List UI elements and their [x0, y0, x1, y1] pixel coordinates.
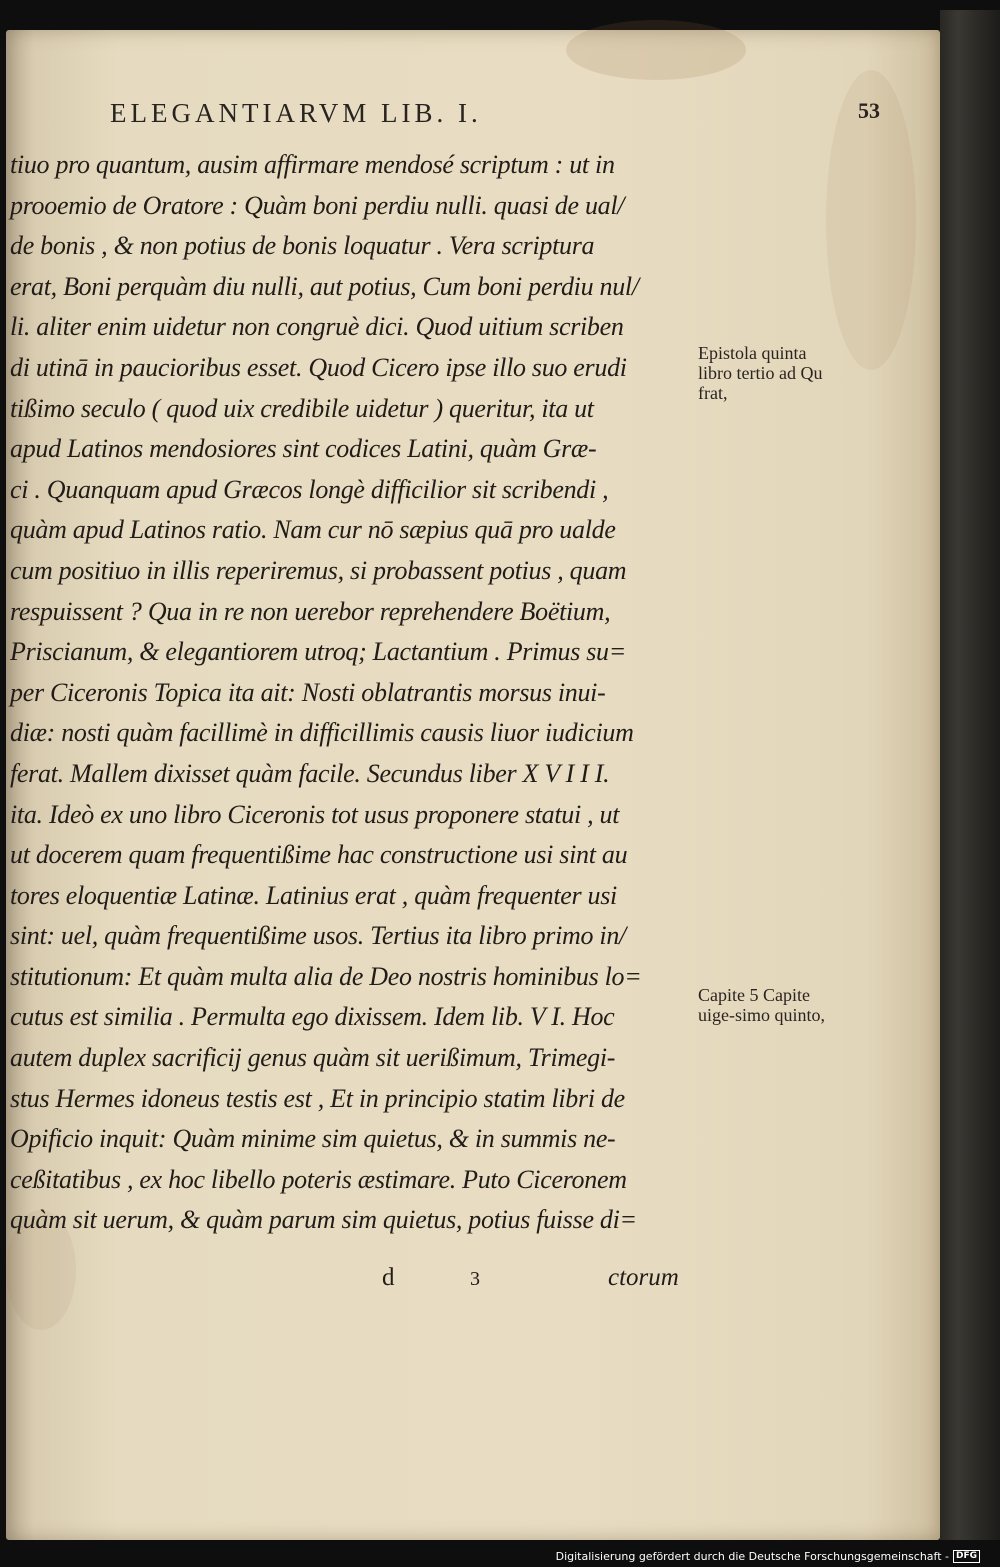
text-line: erat, Boni perquàm diu nulli, aut potius, Cum boni perdiu nul/ — [10, 271, 639, 301]
text-line: diæ: nosti quàm facillimè in difficillimis causis liuor iudicium — [10, 718, 634, 748]
text-line: tißimo seculo ( quod uix credibile uidetur ) queritur, ita ut — [10, 393, 594, 423]
text-line: ita. Ideò ex uno libro Ciceronis tot usus proponere statui , ut — [10, 799, 620, 829]
text-line: autem duplex sacrificij genus quàm sit uerißimum, Trimegi- — [10, 1043, 616, 1073]
paper-stain — [566, 20, 746, 80]
text-line: Priscianum, & elegantiorem utroq; Lactantium . Primus su= — [10, 637, 626, 667]
text-line: ci . Quanquam apud Græcos longè difficilior sit scribendi , — [10, 474, 609, 504]
catchword: ctorum — [608, 1264, 679, 1291]
text-line: Opificio inquit: Quàm minime sim quietus, & in summis ne- — [10, 1124, 616, 1154]
text-line: li. aliter enim uidetur non congruè dici. Quod uitium scriben — [10, 312, 624, 342]
body-text — [10, 145, 690, 1241]
margin-note: Capite 5 Capite uige-simo quinto, — [698, 985, 825, 1025]
text-line: ceßitatibus , ex hoc libello poteris æstimare. Puto Ciceronem — [10, 1164, 627, 1194]
credit-text: Digitalisierung gefördert durch die Deutsche Forschungsgemeinschaft - — [555, 1550, 949, 1563]
text-line: tores eloquentiæ Latinæ. Latinius erat , quàm frequenter usi — [10, 880, 617, 910]
text-line: ferat. Mallem dixisset quàm facile. Secundus liber X V I I I. — [10, 758, 610, 788]
margin-note: Epistola quinta libro tertio ad Qu frat, — [698, 343, 823, 403]
text-line: apud Latinos mendosiores sint codices Latini, quàm Græ- — [10, 434, 597, 464]
text-line: di utinā in paucioribus esset. Quod Cicero ipse illo suo erudi — [10, 352, 627, 382]
text-line: per Ciceronis Topica ita ait: Nosti oblatrantis morsus inui- — [10, 677, 606, 707]
text-line: stitutionum: Et quàm multa alia de Deo nostris hominibus lo= — [10, 961, 642, 991]
text-line: quàm sit uerum, & quàm parum sim quietus, potius fuisse di= — [10, 1205, 637, 1235]
text-line: sint: uel, quàm frequentißime usos. Tertius ita libro primo in/ — [10, 921, 626, 951]
text-line: stus Hermes idoneus testis est , Et in principio statim libri de — [10, 1083, 625, 1113]
text-line: cutus est similia . Permulta ego dixissem. Idem lib. V I. Hoc — [10, 1002, 615, 1032]
page-footer — [0, 1264, 940, 1296]
text-line: tiuo pro quantum, ausim affirmare mendosé scriptum : ut in — [10, 150, 615, 179]
running-title: ELEGANTIARVM LIB. I. — [110, 98, 482, 128]
text-line: ut docerem quam frequentißime hac constructione usi sint au — [10, 840, 628, 870]
digitization-credit — [556, 1550, 980, 1563]
running-header — [110, 98, 880, 129]
dfg-logo-icon: DFG — [953, 1550, 980, 1563]
signature-mark: d — [382, 1264, 395, 1291]
text-line: respuissent ? Qua in re non uerebor reprehendere Boëtium, — [10, 596, 611, 626]
text-line: cum positiuo in illis reperiremus, si probassent potius , quam — [10, 555, 627, 585]
signature-number: 3 — [470, 1268, 480, 1290]
text-line: prooemio de Oratore : Quàm boni perdiu nulli. quasi de ual/ — [10, 190, 625, 220]
text-line: de bonis , & non potius de bonis loquatur . Vera scriptura — [10, 231, 595, 261]
text-line: quàm apud Latinos ratio. Nam cur nō sæpius quā pro ualde — [10, 515, 616, 545]
page-number: 53 — [858, 98, 880, 123]
book-spine-edge — [940, 10, 1000, 1540]
